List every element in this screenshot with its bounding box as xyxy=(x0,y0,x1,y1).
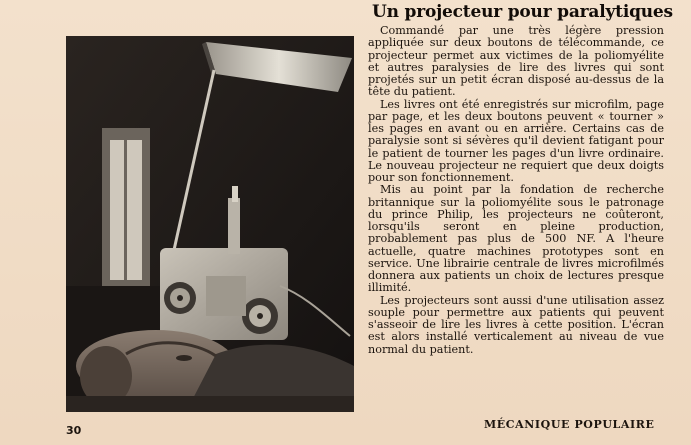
magazine-name: MÉCANIQUE POPULAIRE xyxy=(484,418,655,431)
projector-photo xyxy=(66,36,354,412)
page-number: 30 xyxy=(66,424,82,437)
article-paragraph: Commandé par une très légère pression appliquée sur deux boutons de télécommande, ce projecteur permet aux victimes de la poliomyélite et autres paralysies de lire des livres qui sont projetés sur un petit écran disposé au-dessus de la tête du patient. xyxy=(368,24,664,99)
article-paragraph: Les projecteurs sont aussi d'une utilisation assez souple pour permettre aux patients qui peuvent s'asseoir de lire les livres à cette position. L'écran est alors installé verticalement au niveau de vue normal du patient. xyxy=(368,293,664,356)
article-paragraph: Mis au point par la fondation de recherche britannique sur la poliomyélite sous le patronage du prince Philip, les projecteurs ne coûteront, lorsqu'ils seront en pleine production, probablement pas plus de 500 NF. A l'heure actuelle, quatre machines prototypes sont en service. Une librairie centrale de livres microfilmés donnera aux patients un choix de lectures presque illimité. xyxy=(368,183,664,295)
article-paragraph: Les livres ont été enregistrés sur microfilm, page par page, et les deux boutons peuvent « tourner » les pages en avant ou en arrière. Certains cas de paralysie sont si sévères qu'il devient fatigant pour le patient de tourner les pages d'un livre ordinaire. Le nouveau projecteur ne requiert que deux doigts pour son fonctionnement. xyxy=(368,97,664,184)
article-body xyxy=(368,25,664,356)
article-title: Un projecteur pour paralytiques xyxy=(372,2,673,22)
projector-photo-illustration xyxy=(66,36,354,412)
